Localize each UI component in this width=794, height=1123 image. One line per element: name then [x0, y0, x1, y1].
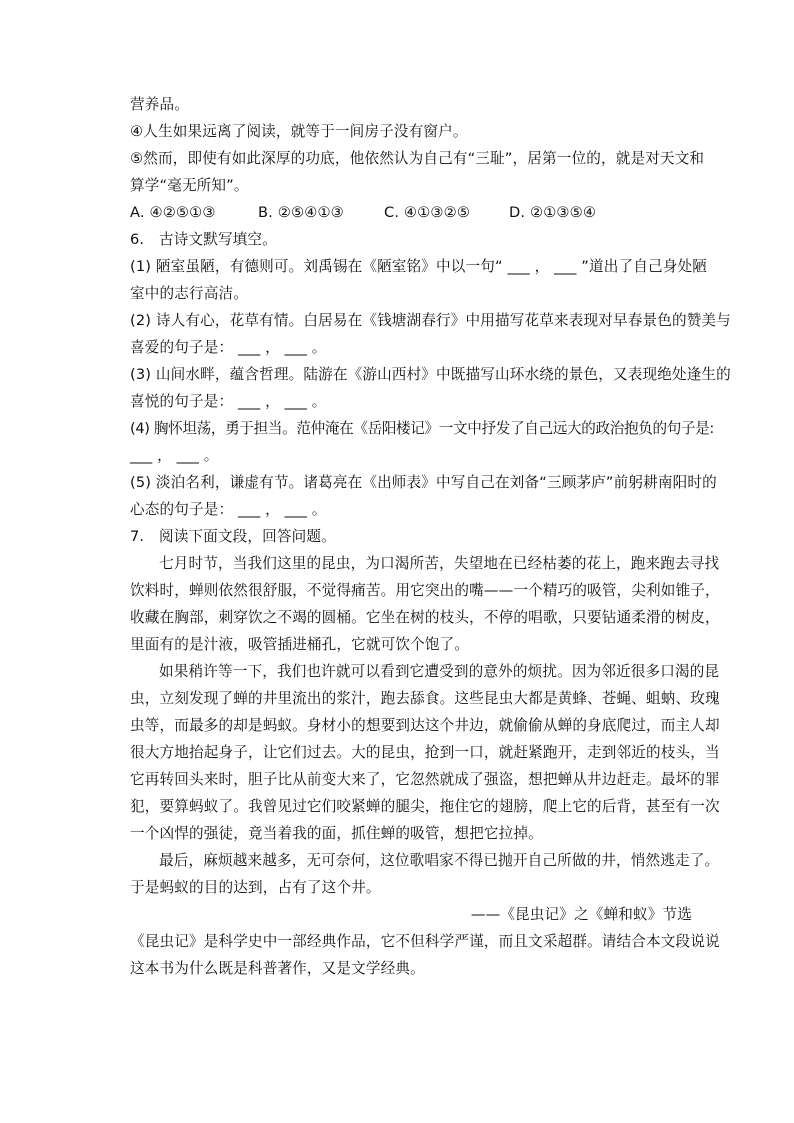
passage-line: 七月时节，当我们这里的昆虫，为口渴所苦，失望地在已经枯萎的花上，跑来跑去寻找 — [159, 555, 720, 572]
text-line: ④人生如果远离了阅读，就等于一间房子没有窗户。 — [130, 123, 468, 140]
text-line: 算学“毫无所知”。 — [130, 177, 249, 194]
passage-line: 最后，麻烦越来越多，无可奈何，这位歌唱家不得已抛开自己所做的井，悄然逃走了。 — [159, 852, 720, 869]
passage-line: 虫等，而最多的却是蚂蚁。身材小的想要到达这个井边，就偷偷从蝉的身底爬过，而主人却 — [130, 717, 720, 734]
choice-d: D. ②①③⑤④ — [509, 204, 597, 221]
answer-choices — [130, 199, 692, 226]
passage-line: 里面有的是汁液，吸管插进桶孔，它就可饮个饱了。 — [130, 636, 470, 653]
choice-c: C. ④①③②⑤ — [384, 204, 471, 221]
question-heading: 6. 古诗文默写填空。 — [130, 231, 277, 248]
choice-a: A. ④②⑤①③ — [130, 204, 216, 221]
text-line: 室中的志行高洁。 — [130, 285, 248, 302]
passage-line: 很大方地抬起身子，让它们过去。大的昆虫，抢到一口，就赶紧跑开，走到邻近的枝头，当 — [130, 744, 720, 761]
choice-b: B. ②⑤④①③ — [258, 204, 344, 221]
text-line: (3) 山间水畔，蕴含哲理。陆游在《游山西村》中既描写山环水绕的景色，又表现绝处逢生的 — [130, 366, 731, 383]
text-line: ⑤然而，即使有如此深厚的功底，他依然认为自己有“三耻”，居第一位的，就是对天文和 — [130, 150, 705, 167]
question-heading: 7. 阅读下面文段，回答问题。 — [130, 528, 336, 545]
passage-line: 收藏在胸部，刺穿饮之不竭的圆桶。它坐在树的枝头，不停的唱歌，只要钻通柔滑的树皮， — [130, 609, 720, 626]
passage-line: 一个凶悍的强徒，竟当着我的面，抓住蝉的吸管，想把它拉掉。 — [130, 825, 543, 842]
passage-line: 它再转回头来时，胆子比从前变大来了，它忽然就成了强盗，想把蝉从井边赶走。最坏的罪 — [130, 771, 720, 788]
passage-line: 犯，要算蚂蚁了。我曾见过它们咬紧蝉的腿尖，拖住它的翅膀，爬上它的后背，甚至有一次 — [130, 798, 720, 815]
source-attribution: ——《昆虫记》之《蝉和蚁》节选 — [470, 906, 692, 923]
passage-line: 于是蚂蚁的目的达到，占有了这个井。 — [130, 879, 381, 896]
text-line: 心态的句子是： ___ ， ___ 。 — [130, 501, 327, 518]
text-line: 喜悦的句子是： ___ ， ___ 。 — [130, 393, 327, 410]
text-line: (2) 诗人有心，花草有情。白居易在《钱塘湖春行》中用描写花草来表现对早春景色的赞美与 — [130, 312, 731, 329]
question-text: 这本书为什么既是科普著作，又是文学经典。 — [130, 960, 425, 977]
document-page — [130, 91, 731, 982]
text-line: 营养品。 — [130, 96, 189, 113]
text-line: (1) 陋室虽陋，有德则可。刘禹锡在《陋室铭》中以一句“ ___ ， ___ ”道出了自己身处陋 — [130, 258, 707, 275]
passage-line: 虫，立刻发现了蝉的井里流出的浆汁，跑去舔食。这些昆虫大都是黄蜂、苍蝇、蛆蚋、玫瑰 — [130, 690, 720, 707]
text-line: (5) 淡泊名利，谦虚有节。诸葛亮在《出师表》中写自己在刘备“三顾茅庐”前躬耕南阳时的 — [130, 474, 717, 491]
question-text: 《昆虫记》是科学史中一部经典作品，它不但科学严谨，而且文采超群。请结合本文段说说 — [130, 933, 720, 950]
passage-line: 饮料时，蝉则依然很舒服，不觉得痛苦。用它突出的嘴——一个精巧的吸管，尖利如锥子， — [130, 582, 720, 599]
text-line: 喜爱的句子是： ___ ， ___ 。 — [130, 339, 327, 356]
passage-line: 如果稍许等一下，我们也许就可以看到它遭受到的意外的烦扰。因为邻近很多口渴的昆 — [159, 663, 720, 680]
text-line: ___ ， ___ 。 — [130, 447, 219, 464]
text-line: (4) 胸怀坦荡，勇于担当。范仲淹在《岳阳楼记》一文中抒发了自己远大的政治抱负的句子是: — [130, 420, 714, 437]
